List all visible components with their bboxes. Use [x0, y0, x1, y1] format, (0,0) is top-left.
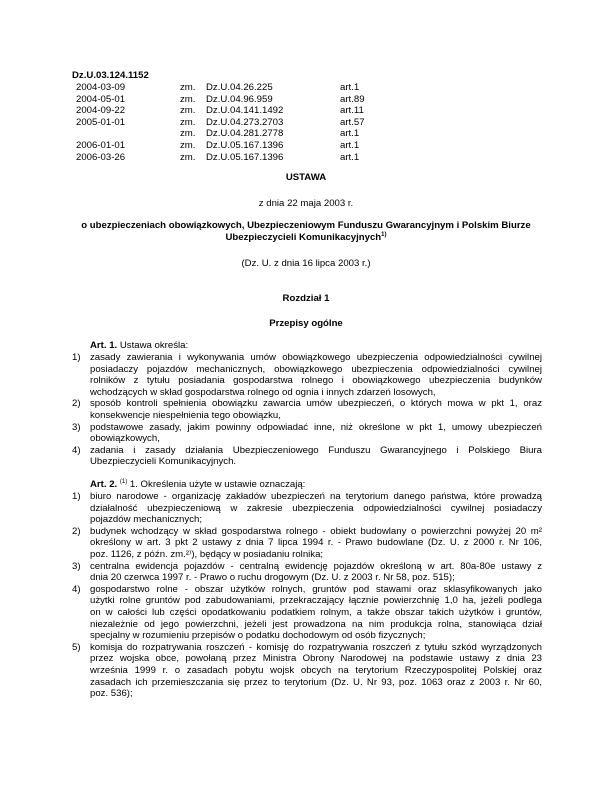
list-item-text-line: komisja do rozpatrywania roszczeń - komisję do rozpatrywania roszczeń z tytułu szkód wyrządzonych	[90, 641, 542, 653]
amendment-article: art.89	[340, 93, 365, 105]
amendment-date: 2005-01-01	[76, 116, 126, 128]
article-1-label: Art. 1.	[90, 340, 118, 351]
list-item-text-line: rolników z tytułu posiadania gospodarstwa rolnego i obowiązkowego ubezpieczenia budynków	[90, 375, 542, 387]
list-item-text-line: centralna ewidencja pojazdów - centralną ewidencję pojazdów określoną w art. 80a-80e ustawy z	[90, 560, 542, 572]
list-item-number: 3)	[72, 421, 81, 433]
amendment-zm: zm.	[180, 128, 196, 140]
amendment-reference: Dz.U.04.273.2703	[206, 116, 284, 128]
list-item-text-line: określony w art. 3 pkt 2 ustawy z dnia 7 lipca 1994 r. - Prawo budowlane (Dz. U. z 2000 r. Nr 106,	[90, 537, 542, 549]
amendment-reference: Dz.U.04.26.225	[206, 82, 273, 93]
amendment-date: 2006-03-26	[76, 151, 126, 163]
list-item-text-line: przez wojska obce, powołaną przez Ministra Obrony Narodowej na podstawie ustawy z dnia 23	[90, 653, 542, 665]
act-subject-line-2: Ubezpieczycieli Komunikacyjnych	[225, 231, 382, 243]
list-item-text-line: obowiązkowych,	[90, 433, 160, 445]
list-item-text-line: poz. 536);	[90, 688, 133, 700]
list-item-number: 4)	[72, 583, 81, 595]
amendment-zm: zm.	[180, 116, 196, 128]
list-item-text-line: zasadach ich przemieszczania się przez to terytorium (Dz. U. Nr 93, poz. 1063 oraz z 2003 r. Nr 60,	[90, 676, 542, 688]
list-item-number: 1)	[72, 352, 81, 363]
list-item	[72, 584, 542, 642]
list-item-text-line: września 1999 r. o zasadach pobytu wojsk obcych na terytorium Rzeczypospolitej Polskiej oraz	[90, 664, 542, 676]
amendment-zm: zm.	[180, 139, 196, 151]
amendment-reference: Dz.U.05.167.1396	[206, 139, 284, 151]
list-item	[72, 398, 542, 421]
list-item-text-line: gospodarstwo rolne - obszar użytków rolnych, gruntów pod stawami oraz sklasyfikowanych jako	[90, 583, 542, 595]
list-item-text-line: budynek wchodzący w skład gospodarstwa rolnego - obiekt budowlany o powierzchni powyżej 20 m²	[90, 525, 542, 537]
article-1-intro: Ustawa określa:	[119, 340, 189, 351]
chapter-title: Przepisy ogólne	[269, 318, 343, 329]
list-item-text-line: niezależnie od jego powierzchni, jeżeli jest prowadzona na nim produkcja rolna, stanowiąca dział	[90, 618, 542, 630]
list-item-text-line: biuro narodowe - organizację zakładów ubezpieczeń na terytorium danego państwa, które prowadzą	[90, 491, 542, 502]
list-item	[72, 526, 542, 561]
article-2-footnote: (1)	[119, 478, 128, 485]
article-2-heading	[90, 479, 305, 490]
amendment-article: art.1	[340, 139, 360, 151]
list-item	[72, 491, 542, 526]
list-item-text-line: specjalny w rozumieniu przepisów o podatku dochodowym od osób fizycznych;	[90, 630, 426, 642]
list-item-text-line: wchodzących w skład gospodarstwa rolnego od ognia i innych zdarzeń losowych,	[90, 386, 436, 398]
list-item-text-line: dnia 20 czerwca 1997 r. - Prawo o ruchu drogowym (Dz. U. z 2003 r. Nr 58, poz. 515);	[90, 572, 455, 584]
list-item	[72, 561, 542, 584]
amendment-date: 2004-03-09	[76, 82, 126, 93]
list-item-text-line: użytki rolne gruntów pod zabudowaniami, przekraczający łącznie powierzchnię 1,0 ha, jeżeli podlega	[90, 595, 542, 607]
amendment-date: 2004-05-01	[76, 93, 126, 105]
article-1-heading	[90, 340, 188, 351]
act-subject	[72, 220, 540, 243]
list-item	[72, 445, 542, 468]
act-subject-line-1: o ubezpieczeniach obowiązkowych, Ubezpieczeniowym Funduszu Gwarancyjnym i Polskim Biurze	[81, 220, 531, 231]
act-title: USTAWA	[285, 172, 327, 183]
amendment-reference: Dz.U.04.96.959	[206, 93, 273, 105]
amendment-article: art.1	[340, 82, 360, 93]
amendment-article: art.1	[340, 151, 360, 163]
amendment-reference: Dz.U.05.167.1396	[206, 151, 284, 163]
list-item-number: 3)	[72, 560, 81, 572]
amendment-reference: Dz.U.04.141.1492	[206, 105, 284, 117]
amendment-article: art.57	[340, 116, 365, 128]
list-item-number: 2)	[72, 525, 81, 537]
list-item-text-line: konsekwencje niespełnienia tego obowiązku,	[90, 409, 281, 421]
document-id: Dz.U.03.124.1152	[72, 70, 149, 81]
amendment-zm: zm.	[180, 105, 196, 117]
list-item	[72, 422, 542, 445]
list-item-text-line: podstawowe zasady, jakim powinny odpowiadać inne, niż określone w pkt 1, umowy ubezpieczeń	[90, 421, 542, 433]
list-item-text-line: poz. 1126, z późn. zm.²⁾), będący w posiadaniu rolnika;	[90, 548, 324, 560]
amendment-zm: zm.	[180, 82, 196, 93]
amendment-article: art.11	[340, 105, 364, 117]
amendment-article: art.1	[340, 128, 360, 140]
chapter-number: Rozdział 1	[282, 293, 330, 304]
list-item-text-line: posiadaczy pojazdów mechanicznych, obowiązkowego ubezpieczenia odpowiedzialności cywilnej	[90, 363, 542, 375]
list-item-text-line: zasady zawierania i wykonywania umów obowiązkowego ubezpieczenia odpowiedzialności cywilnej	[90, 352, 542, 363]
article-2-label: Art. 2.	[90, 479, 118, 490]
list-item-number: 2)	[72, 398, 81, 410]
amendment-zm: zm.	[180, 151, 196, 163]
list-item-text-line: on w całości lub części opodatkowaniu podatkiem rolnym, a także obszar takich użytków i gruntów,	[90, 606, 542, 618]
amendment-date: 2004-09-22	[76, 105, 126, 117]
list-item-number: 5)	[72, 641, 81, 653]
amendment-zm: zm.	[180, 93, 196, 105]
list-item-number: 1)	[72, 491, 81, 502]
subject-footnote: 1)	[381, 231, 387, 238]
article-2-intro: 1. Określenia użyte w ustawie oznaczają:	[129, 479, 306, 490]
amendment-reference: Dz.U.04.281.2778	[206, 128, 284, 140]
publication-reference: (Dz. U. z dnia 16 lipca 2003 r.)	[241, 258, 371, 269]
list-item-text-line: Ubezpieczycieli Komunikacyjnych.	[90, 456, 237, 468]
amendment-date: 2006-01-01	[76, 139, 126, 151]
list-item	[72, 352, 542, 398]
list-item-text-line: zadania i zasady działania Ubezpieczeniowego Funduszu Gwarancyjnego i Polskiego Biura	[90, 444, 542, 456]
list-item	[72, 642, 542, 700]
list-item-number: 4)	[72, 444, 81, 456]
list-item-text-line: sposób kontroli spełnienia obowiązku zawarcia umów ubezpieczeń, o których mowa w pkt 1, oraz	[90, 398, 542, 410]
act-date: z dnia 22 maja 2003 r.	[258, 198, 354, 209]
list-item-text-line: działalność ubezpieczeniową w zakresie ubezpieczenia odpowiedzialności cywilnej posiadaczy	[90, 502, 542, 514]
list-item-text-line: pojazdów mechanicznych;	[90, 514, 202, 526]
